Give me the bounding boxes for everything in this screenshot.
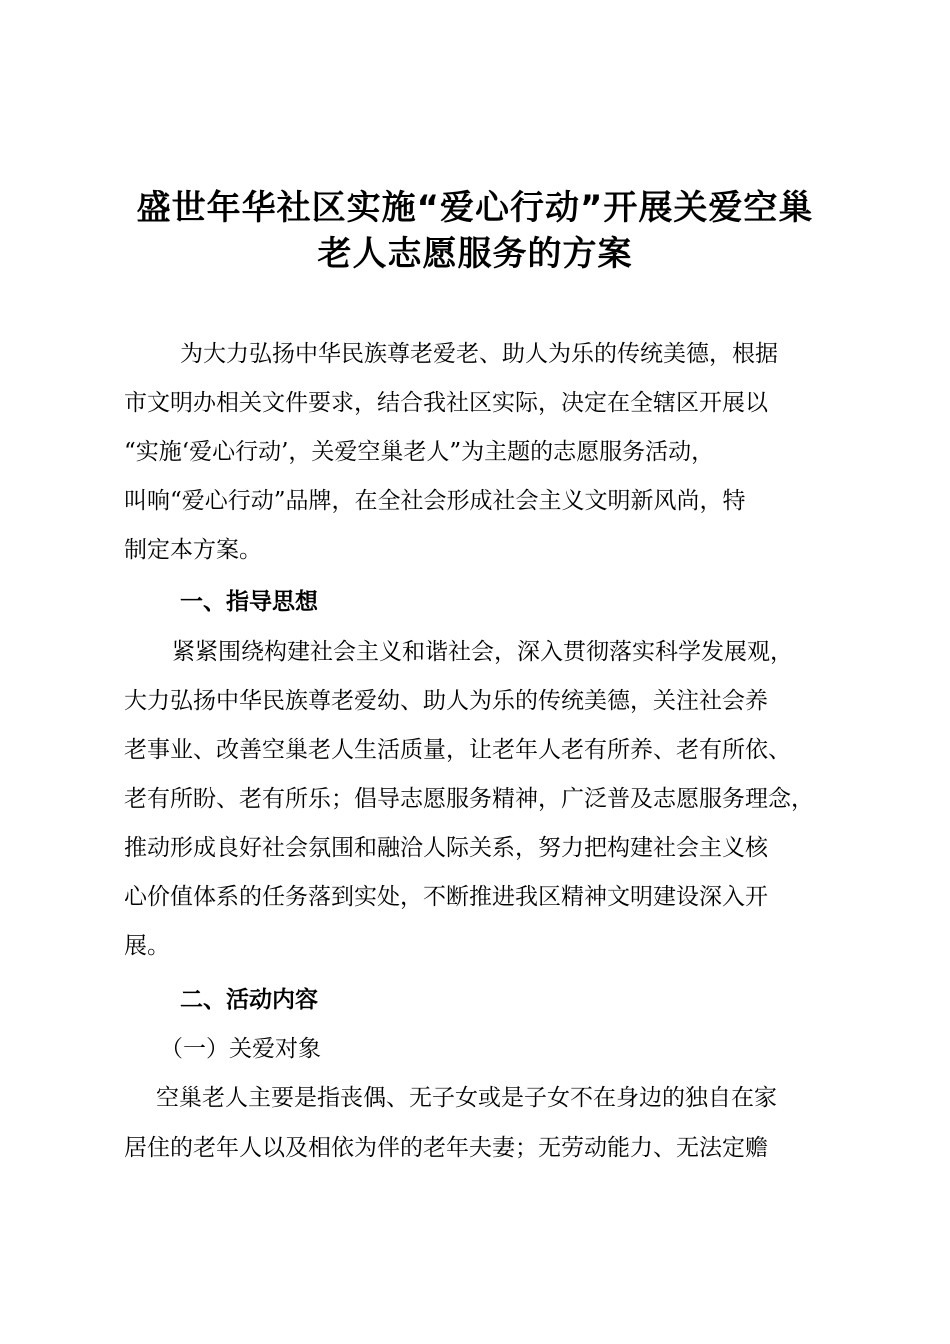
- section-2-heading: 二、活动内容: [180, 987, 318, 1013]
- section-1-line-7: 展。: [124, 933, 170, 959]
- section-1-line-4: 老有所盼、老有所乐；倡导志愿服务精神，广泛普及志愿服务理念，: [124, 786, 814, 812]
- section-2-line-2: 居住的老年人以及相依为伴的老年夫妻；无劳动能力、无法定赡: [124, 1135, 768, 1161]
- intro-line-3: “实施‘爱心行动’，关爱空巢老人”为主题的志愿服务活动，: [124, 439, 715, 465]
- section-2-subheading: （一）关爱对象: [160, 1036, 321, 1062]
- section-1-line-2: 大力弘扬中华民族尊老爱幼、助人为乐的传统美德，关注社会养: [124, 688, 768, 714]
- document-title-line-1: 盛世年华社区实施“爱心行动”开展关爱空巢: [136, 188, 814, 228]
- document-title-line-2: 老人志愿服务的方案: [317, 234, 633, 274]
- section-1-line-5: 推动形成良好社会氛围和融洽人际关系，努力把构建社会主义核: [124, 835, 768, 861]
- section-2-line-1: 空巢老人主要是指丧偶、无子女或是子女不在身边的独自在家: [156, 1085, 777, 1111]
- intro-line-1: 为大力弘扬中华民族尊老爱老、助人为乐的传统美德，根据: [180, 341, 778, 367]
- intro-line-2: 市文明办相关文件要求，结合我社区实际，决定在全辖区开展以: [124, 390, 768, 416]
- intro-line-4: 叫响“爱心行动”品牌，在全社会形成社会主义文明新风尚，特: [124, 488, 746, 514]
- section-1-line-6: 心价值体系的任务落到实处，不断推进我区精神文明建设深入开: [124, 884, 768, 910]
- section-1-line-3: 老事业、改善空巢老人生活质量，让老年人老有所养、老有所依、: [124, 737, 791, 763]
- section-1-heading: 一、指导思想: [180, 589, 318, 615]
- intro-line-5: 制定本方案。: [124, 537, 262, 563]
- section-1-line-1: 紧紧围绕构建社会主义和谐社会，深入贯彻落实科学发展观，: [172, 639, 793, 665]
